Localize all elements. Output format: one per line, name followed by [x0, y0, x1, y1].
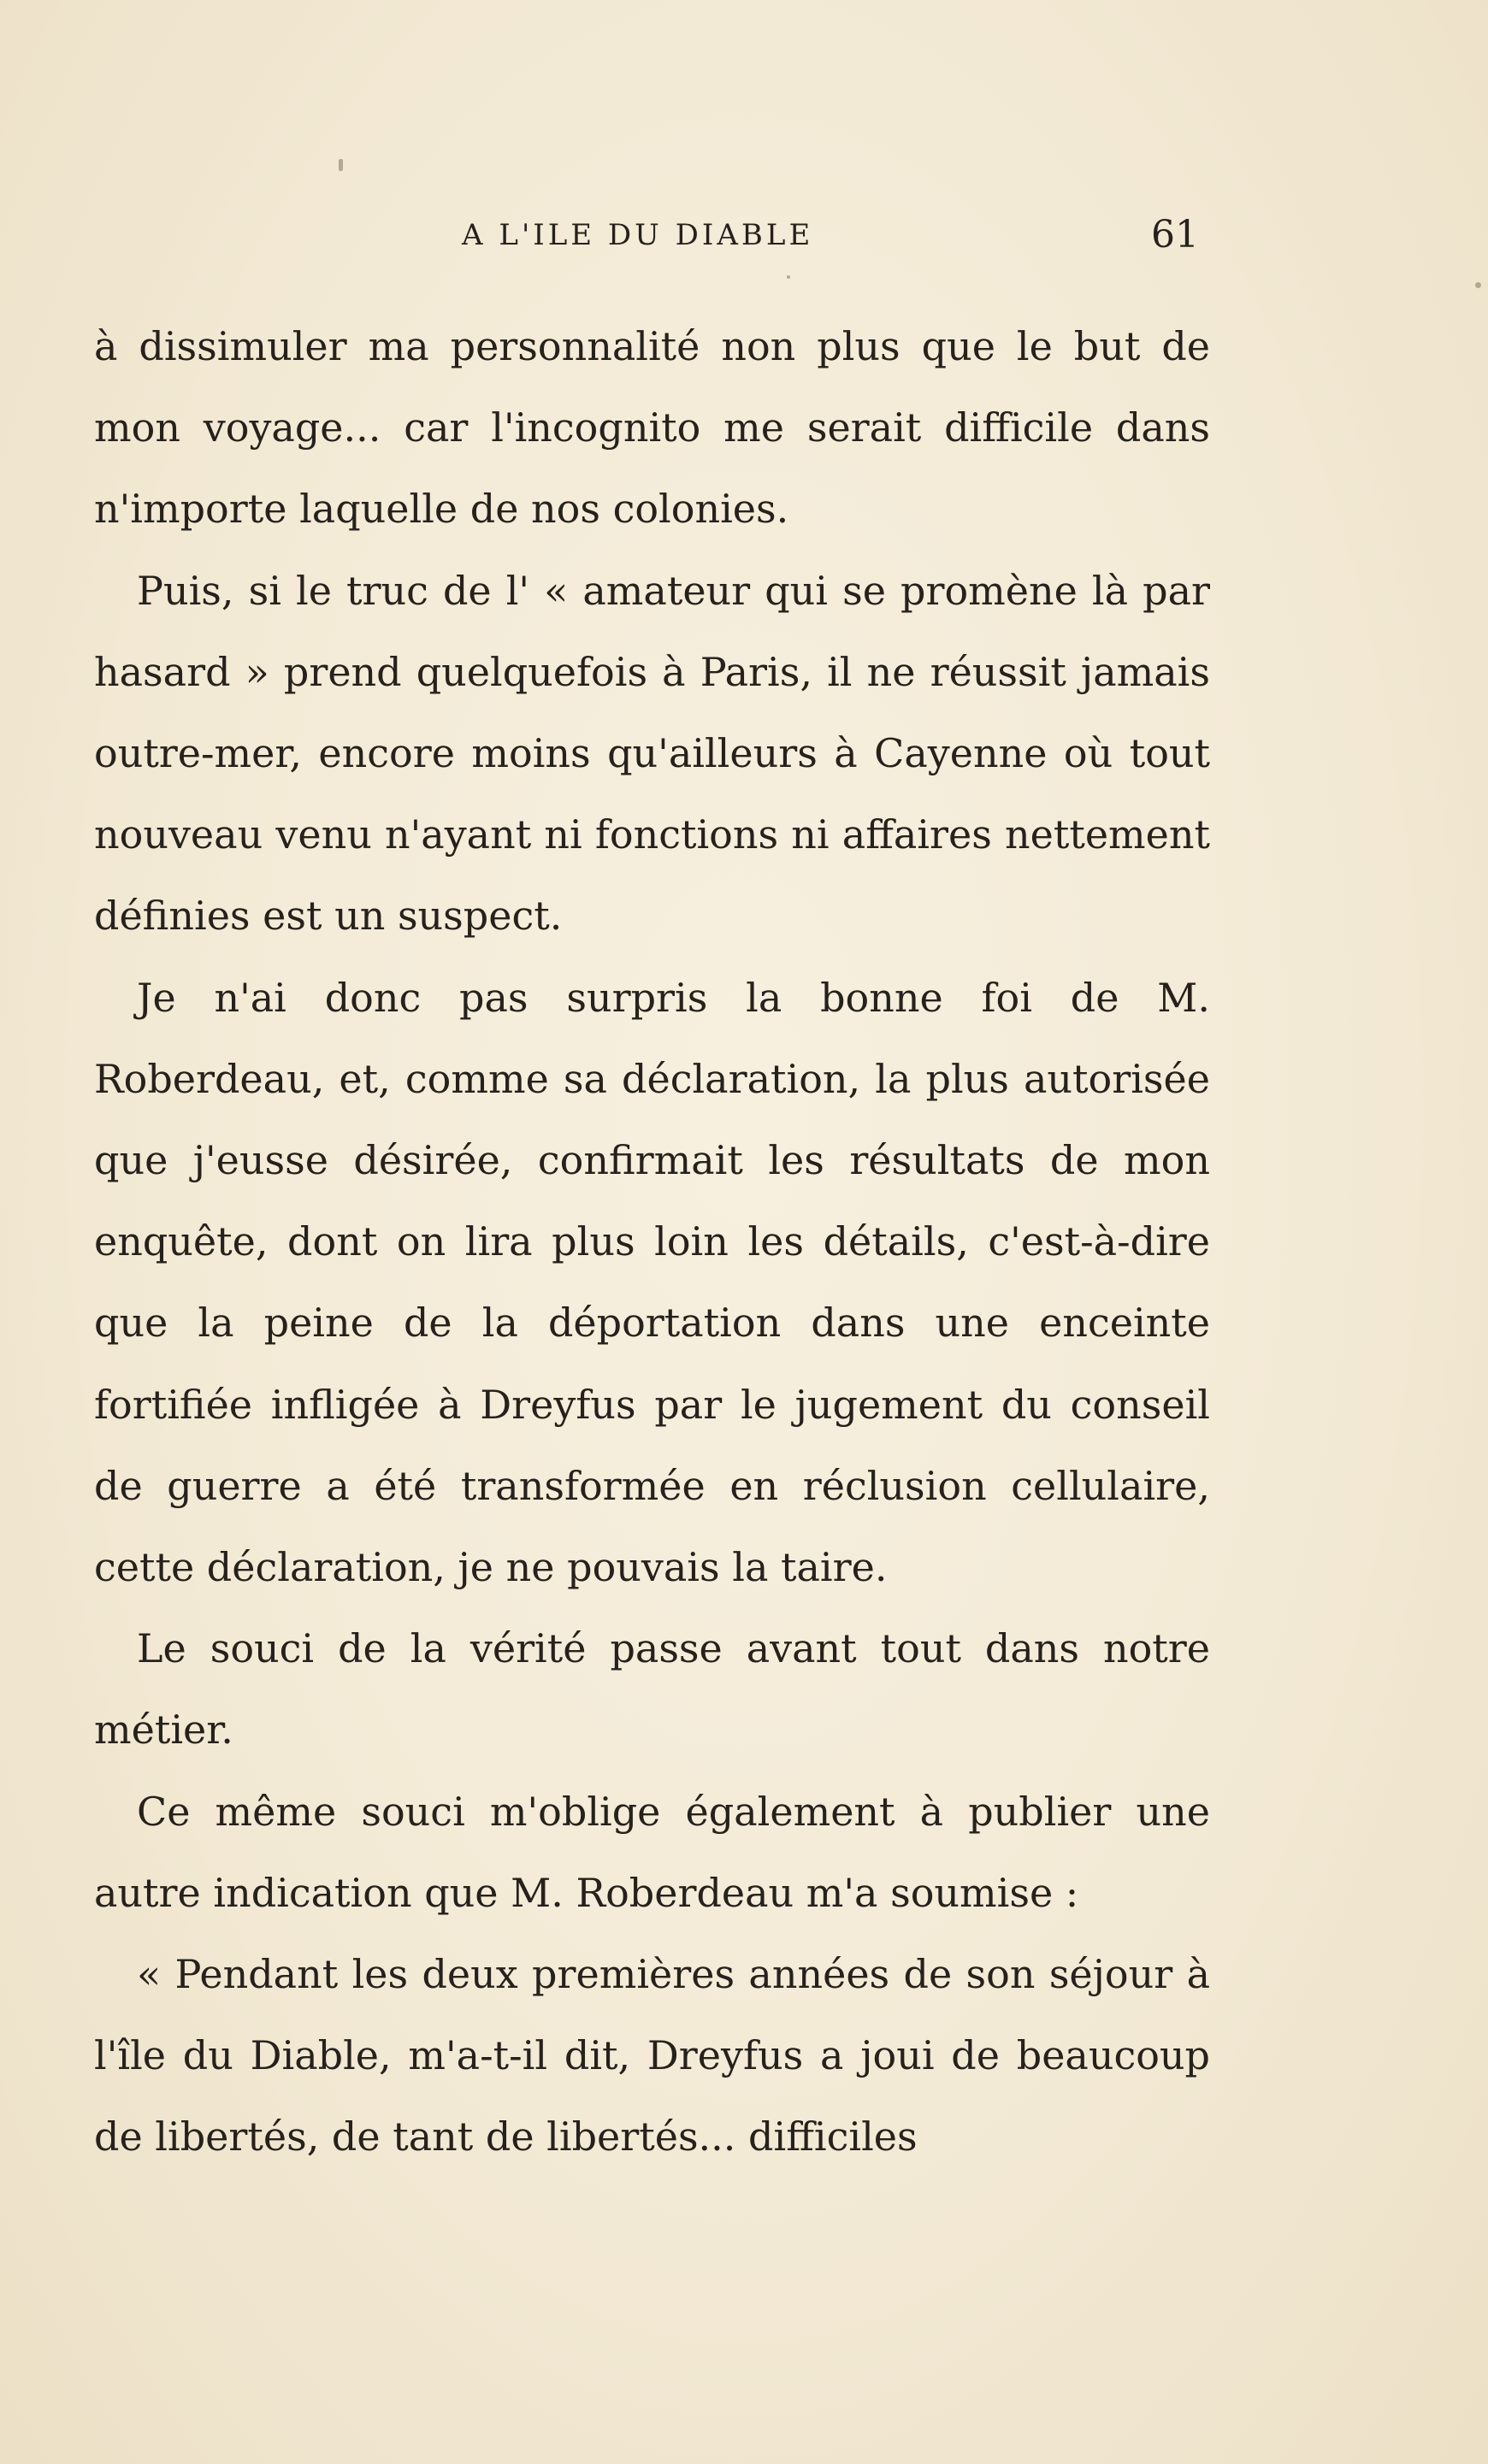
paragraph: « Pendant les deux premières années de son séjour à l'île du Diable, m'a-t-il dit, Dreyfus a joui de beaucoup de libertés, de tant de libertés... difficiles [94, 1951, 1210, 2160]
page-header [0, 209, 1488, 261]
page-number: 61 [1151, 213, 1199, 256]
paper-speck [339, 159, 343, 171]
paragraph: Ce même souci m'oblige également à publier une autre indication que M. Roberdeau m'a soumise : [94, 1788, 1210, 1916]
paragraph: Je n'ai donc pas surpris la bonne foi de M. Roberdeau, et, comme sa déclaration, la plus autorisée que j'eusse désirée, confirmait les résultats de mon enquête, dont on lira plus loin les détails, c'est-à-dire que la peine de la déportation dans une enceinte fortifiée infligée à Dreyfus par le jugement du conseil de guerre a été transformée en réclusion cellulaire, cette déclaration, je ne pouvais la taire. [94, 974, 1210, 1591]
paper-speck [1475, 282, 1481, 288]
paragraph: à dissimuler ma personnalité non plus que le but de mon voyage... car l'incognito me serait difficile dans n'importe laquelle de nos colonies. [94, 323, 1210, 533]
paragraph: Le souci de la vérité passe avant tout dans notre métier. [94, 1625, 1210, 1754]
body-text [94, 306, 1210, 2178]
paper-speck [787, 275, 790, 279]
paragraph: Puis, si le truc de l' « amateur qui se promène là par hasard » prend quelquefois à Paris, il ne réussit jamais outre-mer, encore moins qu'ailleurs à Cayenne où tout nouveau venu n'ayant ni fonctions ni affaires nettement définies est un suspect. [94, 567, 1210, 940]
running-title: A L'ILE DU DIABLE [462, 218, 814, 252]
